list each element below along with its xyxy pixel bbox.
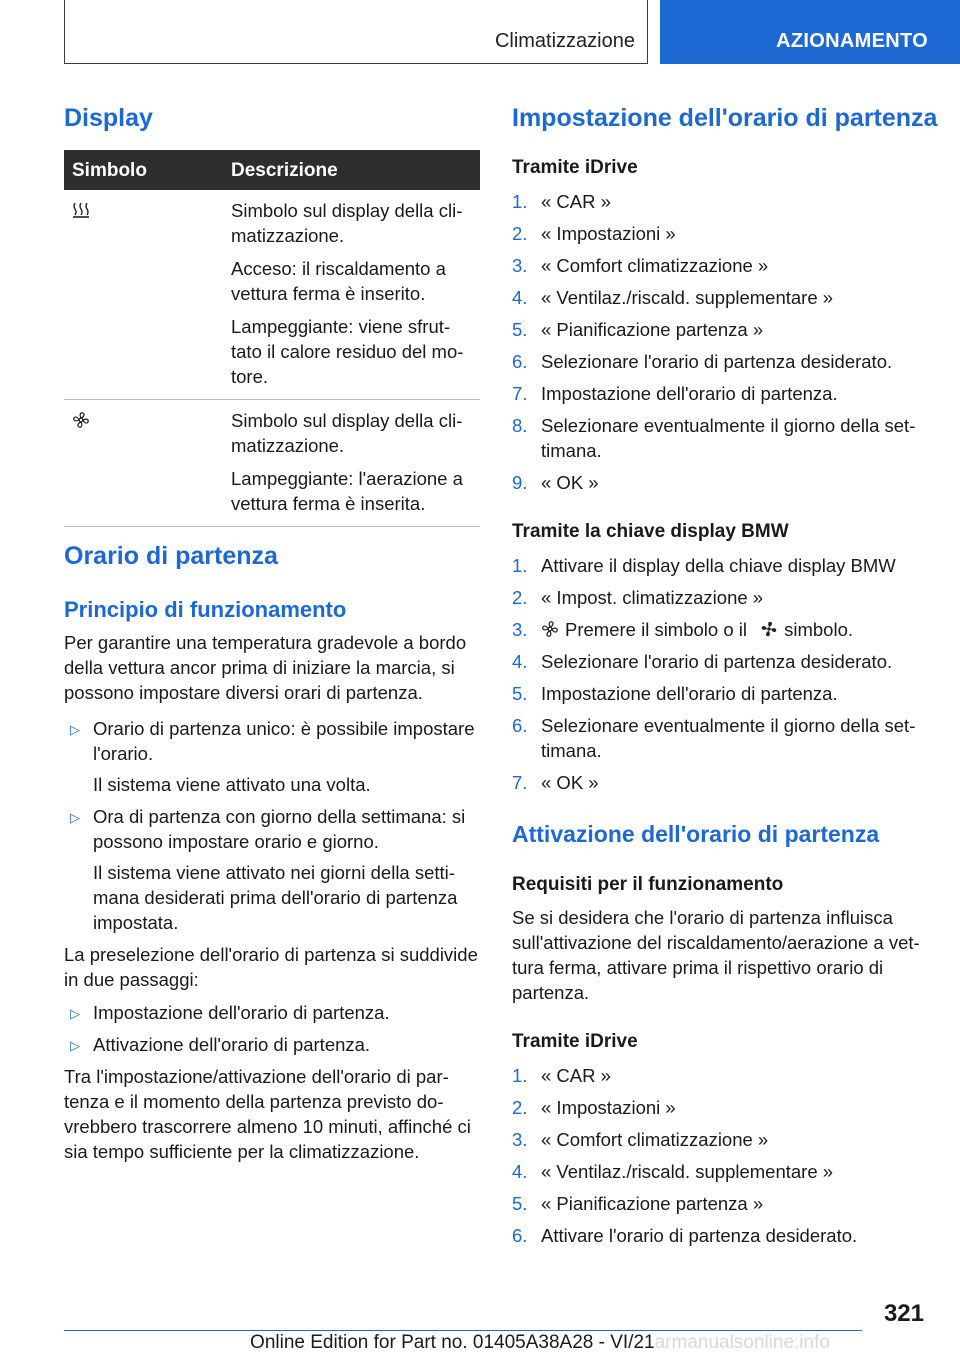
list-item: 9. « OK » xyxy=(512,472,599,493)
list-item: 2. « Impost. climatizzazione » xyxy=(512,587,764,608)
list-item: 6. Attivare l'orario di partenza desiderato. xyxy=(512,1225,858,1246)
setting-key-title: Tramite la chiave display BMW xyxy=(512,521,789,542)
list-item: 1. « CAR » xyxy=(512,191,611,212)
list-item: 6. Selezionare eventualmente il giorno della settimana. xyxy=(512,715,916,761)
fan-icon xyxy=(541,620,559,638)
triangle-bullet-icon: ▷ xyxy=(70,1006,80,1021)
list-item: 1. « CAR » xyxy=(512,1065,611,1086)
header-chapter-title: AZIONAMENTO xyxy=(776,30,928,52)
list-item: 2. « Impostazioni » xyxy=(512,1097,676,1118)
list-item: 4. « Ventilaz./riscald. supplementare » xyxy=(512,1161,834,1182)
setting-title: Impostazione dell'orario di partenza xyxy=(512,104,938,132)
list-item: 7. « OK » xyxy=(512,772,599,793)
list-item: 5. Impostazione dell'orario di partenza. xyxy=(512,683,838,704)
table-cell-text: Lampeggiante: l'aerazione a vettura ferma è inserita. xyxy=(231,468,463,514)
closing-text: Tra l'impostazione/attivazione dell'orario di partenza e il momento della partenza previsto dovrebbero trascorrere almeno 10 minuti, affinché ci sia tempo sufficiente per la climatizzazione. xyxy=(64,1066,471,1162)
requirements-title: Requisiti per il funzionamento xyxy=(512,874,784,895)
idrive-steps-list xyxy=(512,189,926,502)
list-item: 1. Attivare il display della chiave display BMW xyxy=(512,555,896,576)
options-list xyxy=(64,716,480,935)
setting-idrive-title: Tramite iDrive xyxy=(512,157,638,178)
header-chapter-tab xyxy=(660,0,960,64)
departure-title: Orario di partenza xyxy=(64,542,278,570)
table-cell-text: Acceso: il riscaldamento a vettura ferma è inserito. xyxy=(231,258,446,304)
table-header-description: Descrizione xyxy=(223,150,480,190)
principle-intro: Per garantire una temperatura gradevole a bordo della vettura ancor prima di iniziare la marcia, si possono impostare diversi orari di partenza. xyxy=(64,632,467,703)
list-item: 2. « Impostazioni » xyxy=(512,223,676,244)
table-row xyxy=(64,400,480,527)
preselect-text: La preselezione dell'orario di partenza si suddivide in due passaggi: xyxy=(64,944,478,990)
activation-title: Attivazione dell'orario di partenza xyxy=(512,821,880,847)
phases-list xyxy=(64,1000,480,1057)
list-item: 5. « Pianificazione partenza » xyxy=(512,319,764,340)
triangle-bullet-icon: ▷ xyxy=(70,1038,80,1053)
fan-icon xyxy=(72,411,90,429)
list-item: ▷ Ora di partenza con giorno della settimana: si possono impostare orario e giorno. Il sistema viene attivato nei giorni della settimana desiderati prima dell'orario di partenza impostata. xyxy=(70,806,466,933)
list-item: 8. Selezionare eventualmente il giorno della settimana. xyxy=(512,415,916,461)
list-item: 6. Selezionare l'orario di partenza desiderato. xyxy=(512,351,893,372)
footer-edition xyxy=(0,1332,960,1354)
requirements-text: Se si desidera che l'orario di partenza influisca sull'attivazione del riscaldamento/aerazione a vettura ferma, attivare prima il rispettivo orario di partenza. xyxy=(512,907,920,1003)
list-item: 5. « Pianificazione partenza » xyxy=(512,1193,764,1214)
footer-watermark: armanualsonline.info xyxy=(654,1332,830,1353)
footer-divider xyxy=(64,1330,862,1331)
page-number: 321 xyxy=(883,1300,924,1327)
principle-title: Principio di funzionamento xyxy=(64,597,347,622)
table-cell-text: Simbolo sul display della climatizzazione. xyxy=(231,200,463,246)
activation-steps-list xyxy=(512,1063,926,1255)
options-block xyxy=(64,716,480,1164)
list-item: ▷ Orario di partenza unico: è possibile impostare l'orario. Il sistema viene attivato una volta. xyxy=(70,718,475,795)
table-cell-text: Simbolo sul display della climatizzazione. xyxy=(231,410,463,456)
list-item: 7. Impostazione dell'orario di partenza. xyxy=(512,383,838,404)
footer-edition-text: Online Edition for Part no. 01405A38A28 - VI/21 xyxy=(250,1332,655,1353)
list-item: 4. « Ventilaz./riscald. supplementare » xyxy=(512,287,834,308)
triangle-bullet-icon: ▷ xyxy=(70,722,80,737)
display-title: Display xyxy=(64,104,153,132)
list-item: ▷ Impostazione dell'orario di partenza. xyxy=(64,1000,480,1025)
header-section-box xyxy=(64,0,648,64)
list-item: 3. Premere il simbolo o il simbolo. xyxy=(512,619,854,640)
key-steps-list xyxy=(512,553,926,802)
activation-idrive-title: Tramite iDrive xyxy=(512,1031,638,1052)
triangle-bullet-icon: ▷ xyxy=(70,810,80,825)
header-section-title: Climatizzazione xyxy=(494,30,635,52)
list-item: 3. « Comfort climatizzazione » xyxy=(512,255,769,276)
table-row xyxy=(64,190,480,400)
heating-waves-icon xyxy=(72,201,90,219)
fan-filled-icon xyxy=(760,620,778,638)
list-item: 3. « Comfort climatizzazione » xyxy=(512,1129,769,1150)
list-item: 4. Selezionare l'orario di partenza desiderato. xyxy=(512,651,893,672)
symbol-table xyxy=(64,150,480,527)
list-item: ▷ Attivazione dell'orario di partenza. xyxy=(64,1032,480,1057)
table-header-symbol: Simbolo xyxy=(64,150,223,190)
table-cell-text: Lampeggiante: viene sfruttato il calore residuo del motore. xyxy=(231,316,464,387)
